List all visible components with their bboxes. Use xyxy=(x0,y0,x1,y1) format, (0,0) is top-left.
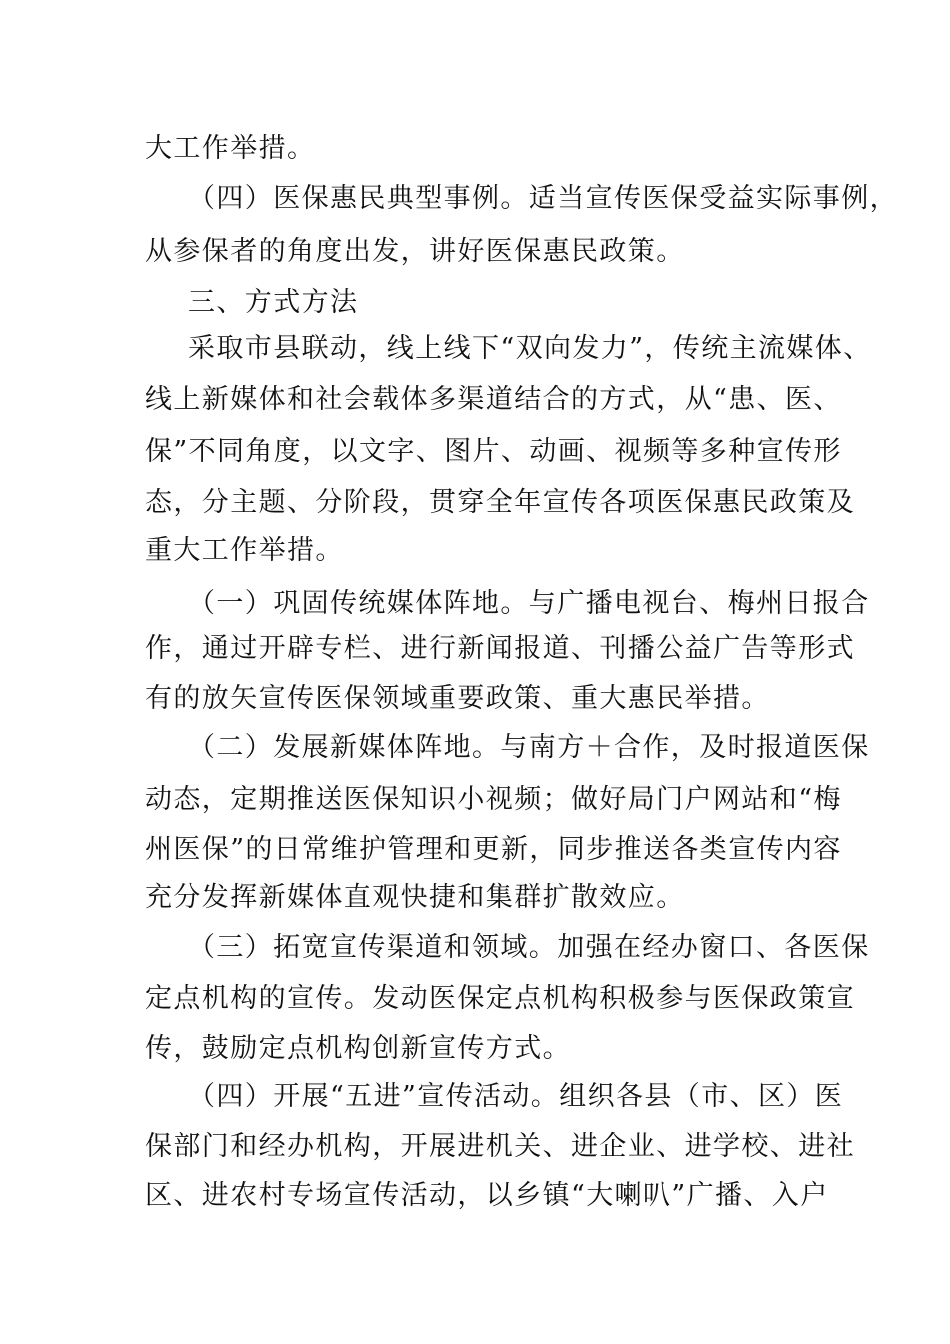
text-line: 保”不同角度，以文字、图片、动画、视频等多种宣传形 xyxy=(145,436,842,467)
text-line: 保部门和经办机构，开展进机关、进企业、进学校、进社 xyxy=(145,1131,855,1162)
text-line: 有的放矢宣传医保领域重要政策、重大惠民举措。 xyxy=(145,683,770,714)
section-heading: 三、方式方法 xyxy=(188,287,359,318)
text-line: 态，分主题、分阶段，贯穿全年宣传各项医保惠民政策及 xyxy=(145,487,855,518)
text-line: 定点机构的宣传。发动医保定点机构积极参与医保政策宣 xyxy=(145,983,855,1014)
text-line: 大工作举措。 xyxy=(145,133,316,164)
text-line: （二）发展新媒体阵地。与南方＋合作，及时报道医保 xyxy=(188,732,870,763)
text-line: 采取市县联动，线上线下“双向发力”，传统主流媒体、 xyxy=(188,333,872,364)
text-line: （四）开展“五进”宣传活动。组织各县（市、区）医 xyxy=(188,1081,844,1112)
text-line: 作，通过开辟专栏、进行新闻报道、刊播公益广告等形式 xyxy=(145,633,855,664)
text-line: 充分发挥新媒体直观快捷和集群扩散效应。 xyxy=(145,882,685,913)
text-line: （三）拓宽宣传渠道和领域。加强在经办窗口、各医保 xyxy=(188,932,870,963)
text-line: 重大工作举措。 xyxy=(145,535,344,566)
text-line: （一）巩固传统媒体阵地。与广播电视台、梅州日报合 xyxy=(188,588,870,619)
text-line: 线上新媒体和社会载体多渠道结合的方式，从“患、医、 xyxy=(145,384,842,415)
text-line: 州医保”的日常维护管理和更新，同步推送各类宣传内容 xyxy=(145,834,842,865)
text-line: （四）医保惠民典型事例。适当宣传医保受益实际事例， xyxy=(188,183,898,214)
text-line: 从参保者的角度出发，讲好医保惠民政策。 xyxy=(145,236,685,267)
text-line: 区、进农村专场宣传活动，以乡镇“大喇叭”广播、入户 xyxy=(145,1180,829,1211)
text-line: 传，鼓励定点机构创新宣传方式。 xyxy=(145,1033,571,1064)
text-line: 动态，定期推送医保知识小视频；做好局门户网站和“梅 xyxy=(145,784,842,815)
